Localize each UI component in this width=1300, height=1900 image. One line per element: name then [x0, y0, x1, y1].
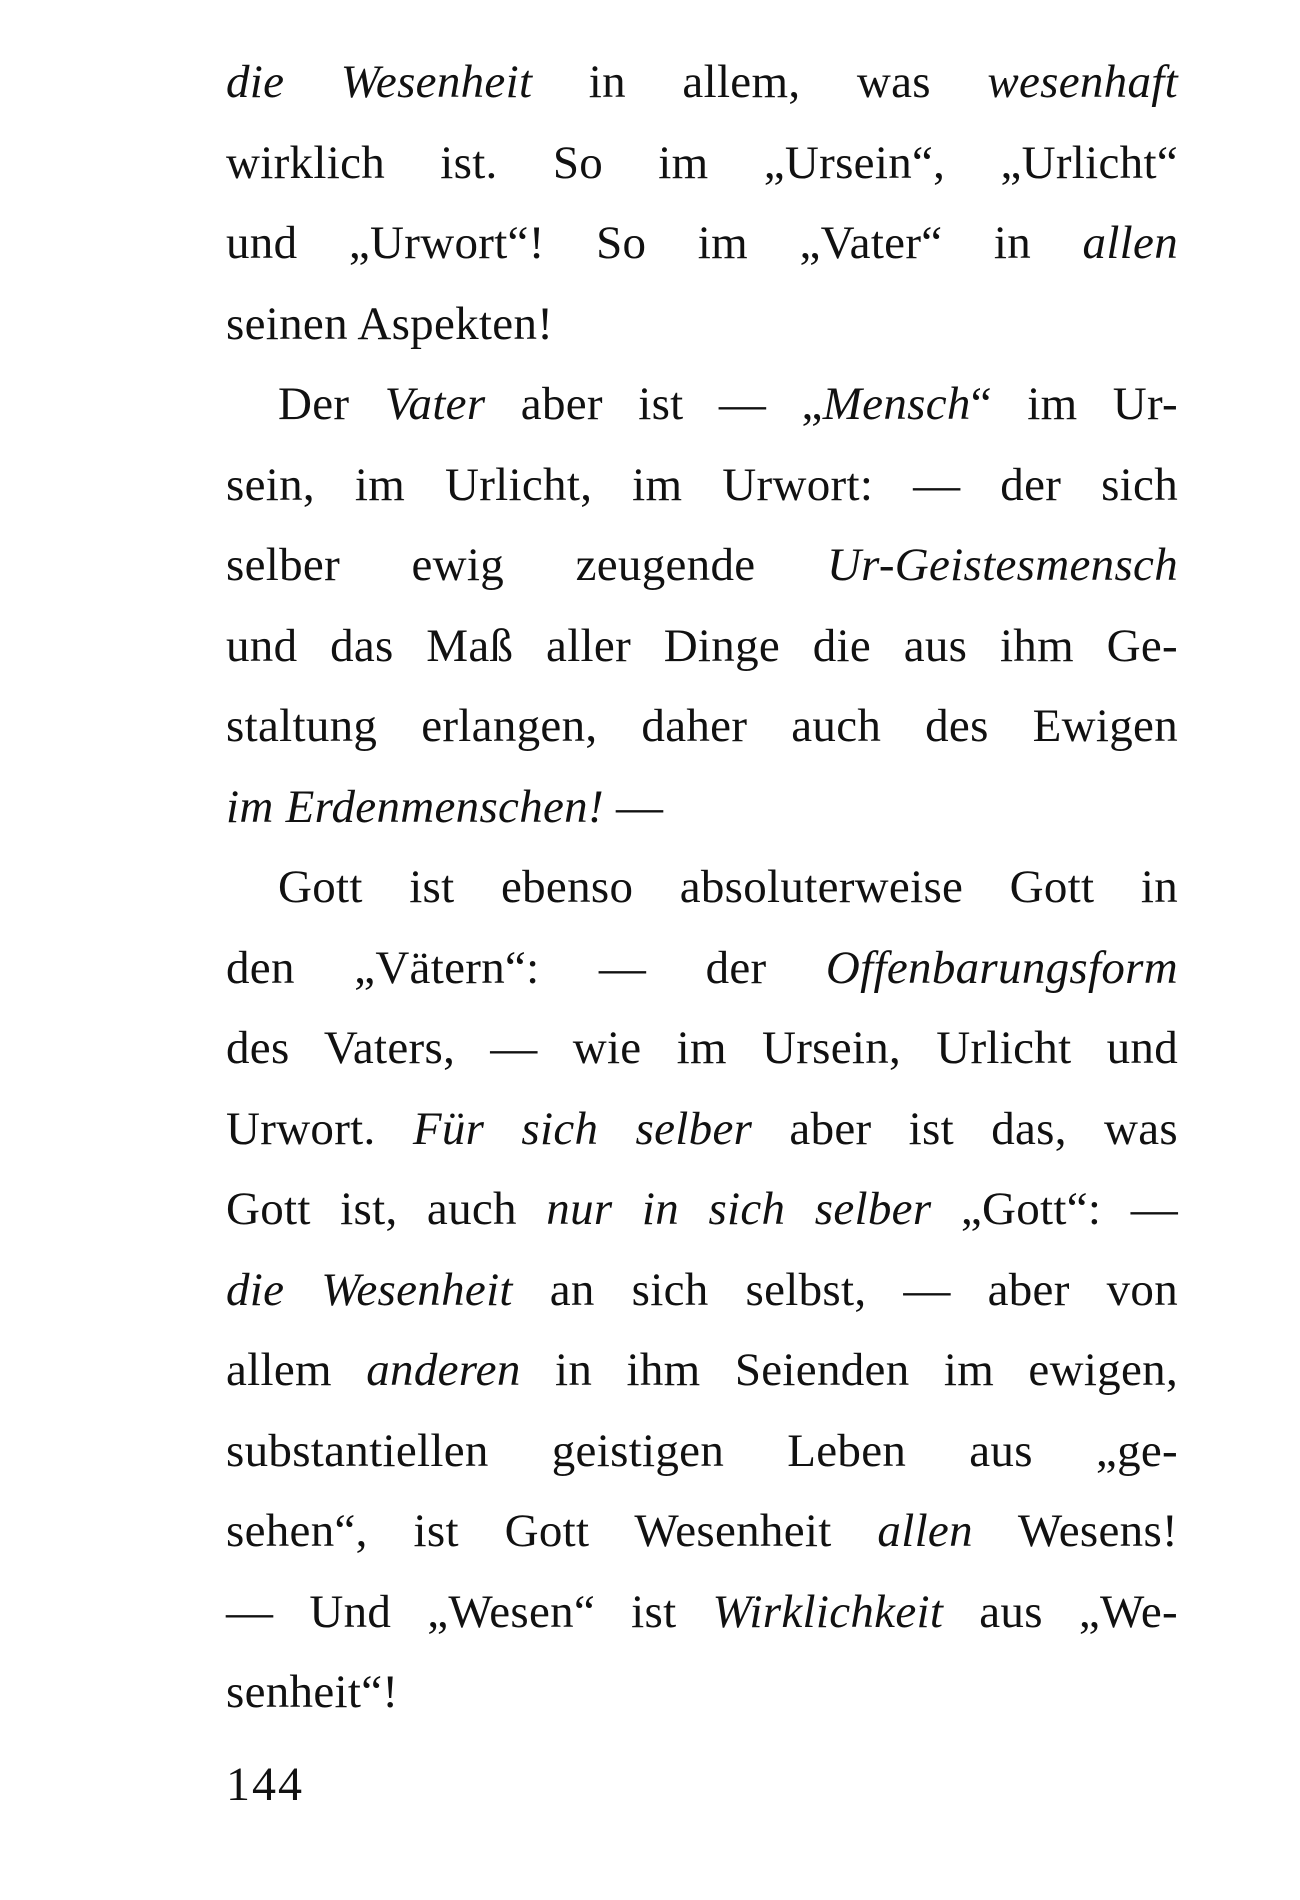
text-line [226, 928, 1178, 1009]
text-run: substantiellen geistigen Leben aus „ge- [226, 1424, 1178, 1477]
text-run: Urwort. [226, 1102, 413, 1155]
page-number: 144 [226, 1758, 304, 1811]
text-run: Wesens! [972, 1505, 1178, 1557]
text-run: aber ist — „ [485, 378, 823, 430]
text-run: senheit“! [226, 1666, 399, 1718]
text-run: seinen Aspekten! [226, 297, 554, 350]
text-run: allem [226, 1344, 367, 1396]
text-run: und das Maß aller Dinge die aus ihm Ge- [226, 619, 1178, 672]
text-line [226, 606, 1178, 687]
text-line [226, 1491, 1178, 1572]
text-run: Gott ist ebenso absoluterweise Gott in [278, 861, 1178, 913]
text-line [226, 1330, 1178, 1411]
italic-phrase: Für sich selber [412, 1102, 753, 1155]
text-run: “ im Ur- [970, 378, 1179, 430]
text-line [226, 42, 1178, 123]
italic-phrase: Wirklichkeit [712, 1585, 944, 1638]
text-run: den „Vätern“: — der [226, 941, 826, 994]
text-line [226, 1089, 1178, 1170]
text-run: in allem, was [532, 56, 988, 108]
text-line [226, 847, 1178, 928]
italic-phrase: Mensch [822, 378, 971, 430]
italic-phrase: die Wesenheit [226, 56, 533, 108]
text-run: des Vaters, — wie im Ursein, Urlicht und [226, 1022, 1178, 1074]
text-line [226, 767, 1178, 848]
text-line [226, 1008, 1178, 1089]
text-line [226, 445, 1178, 526]
text-line [226, 1652, 1178, 1733]
italic-phrase: Vater [384, 378, 486, 430]
text-run: Gott ist, auch [226, 1183, 547, 1235]
italic-phrase: die Wesenheit [226, 1263, 513, 1316]
text-line [226, 1169, 1178, 1250]
text-line [226, 1572, 1178, 1653]
text-run: Der [278, 378, 385, 430]
italic-phrase: allen [877, 1505, 973, 1557]
body-text [226, 42, 1178, 1733]
text-line [226, 364, 1178, 445]
text-line [226, 525, 1178, 606]
text-run: und „Urwort“! So im „Vater“ in [226, 217, 1083, 269]
text-run: aber ist das, was [752, 1102, 1178, 1155]
text-run: an sich selbst, — aber von [512, 1263, 1178, 1316]
text-run: — [603, 780, 664, 833]
italic-phrase: nur in sich selber [546, 1183, 932, 1235]
text-run: wirklich ist. So im „Ursein“, „Urlicht“ [226, 136, 1178, 189]
text-line [226, 123, 1178, 204]
italic-phrase: wesenhaft [987, 56, 1178, 108]
text-line [226, 1250, 1178, 1331]
text-line [226, 686, 1178, 767]
text-run: aus „We- [943, 1585, 1178, 1638]
text-run: — Und „Wesen“ ist [226, 1585, 713, 1638]
text-line [226, 1411, 1178, 1492]
italic-phrase: im Erdenmenschen! [226, 780, 604, 833]
text-line [226, 203, 1178, 284]
text-run: sehen“, ist Gott Wesenheit [226, 1505, 878, 1557]
italic-phrase: Offenbarungsform [825, 941, 1178, 994]
italic-phrase: allen [1082, 217, 1178, 269]
italic-phrase: anderen [366, 1344, 521, 1396]
text-line [226, 284, 1178, 365]
text-run: „Gott“: — [931, 1183, 1178, 1235]
text-run: sein, im Urlicht, im Urwort: — der sich [226, 458, 1178, 511]
text-run: selber ewig zeugende [226, 539, 827, 591]
italic-phrase: Ur-Geistesmensch [826, 539, 1178, 591]
text-run: in ihm Seienden im ewigen, [520, 1344, 1178, 1396]
text-run: staltung erlangen, daher auch des Ewigen [226, 700, 1178, 752]
